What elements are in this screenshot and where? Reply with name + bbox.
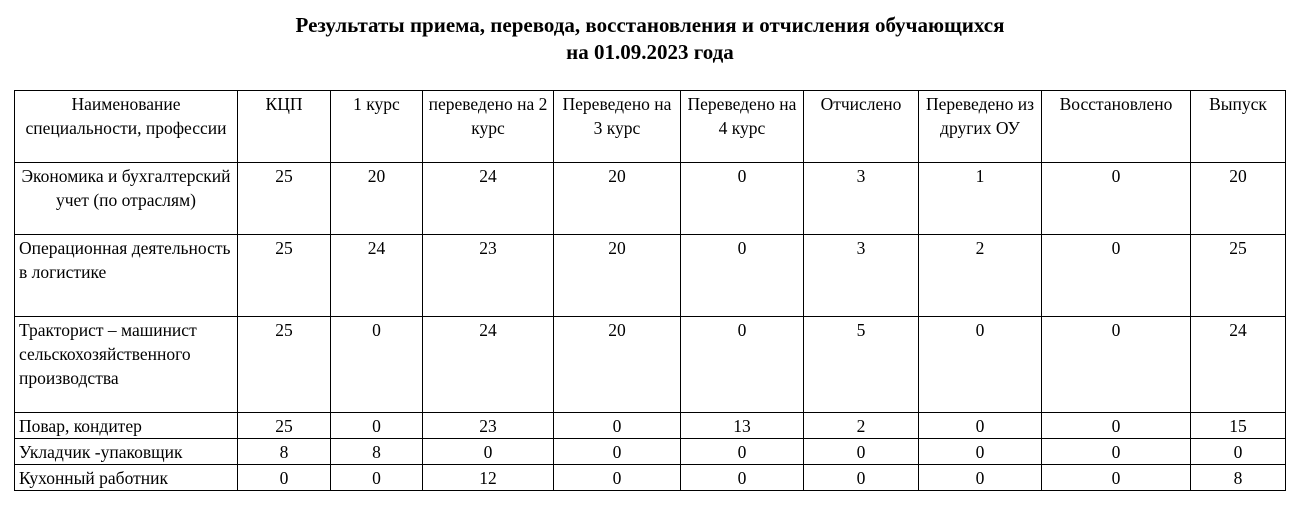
value-cell: 25	[238, 413, 331, 439]
header-cell-restored: Восстановлено	[1042, 91, 1191, 163]
value-cell: 0	[331, 465, 423, 491]
value-cell: 20	[554, 235, 681, 317]
value-cell: 0	[554, 439, 681, 465]
value-cell: 0	[1042, 317, 1191, 413]
value-cell: 24	[1191, 317, 1286, 413]
header-cell-course-2: переведено на 2 курс	[423, 91, 554, 163]
value-cell: 0	[681, 317, 804, 413]
value-cell: 0	[681, 465, 804, 491]
value-cell: 25	[238, 317, 331, 413]
table-row	[15, 439, 1286, 465]
value-cell: 0	[919, 317, 1042, 413]
value-cell: 0	[804, 465, 919, 491]
value-cell: 15	[1191, 413, 1286, 439]
value-cell: 12	[423, 465, 554, 491]
table-row	[15, 413, 1286, 439]
value-cell: 0	[331, 317, 423, 413]
value-cell: 0	[804, 439, 919, 465]
header-cell-graduation: Выпуск	[1191, 91, 1286, 163]
header-cell-transferred-in: Переведено из других ОУ	[919, 91, 1042, 163]
value-cell: 5	[804, 317, 919, 413]
value-cell: 0	[238, 465, 331, 491]
value-cell: 0	[1042, 439, 1191, 465]
table-row	[15, 163, 1286, 235]
title-line-1: Результаты приема, перевода, восстановления и отчисления обучающихся	[295, 13, 1005, 37]
table-row	[15, 235, 1286, 317]
value-cell: 25	[238, 163, 331, 235]
value-cell: 0	[1042, 465, 1191, 491]
header-cell-course-4: Переведено на 4 курс	[681, 91, 804, 163]
value-cell: 0	[423, 439, 554, 465]
value-cell: 0	[919, 413, 1042, 439]
page-title	[0, 12, 1300, 66]
value-cell: 20	[554, 317, 681, 413]
value-cell: 2	[804, 413, 919, 439]
table-row	[15, 317, 1286, 413]
value-cell: 25	[238, 235, 331, 317]
value-cell: 0	[681, 163, 804, 235]
value-cell: 3	[804, 235, 919, 317]
results-table	[14, 90, 1286, 491]
value-cell: 0	[681, 235, 804, 317]
value-cell: 20	[554, 163, 681, 235]
value-cell: 0	[554, 413, 681, 439]
value-cell: 0	[554, 465, 681, 491]
table-header-row	[15, 91, 1286, 163]
value-cell: 13	[681, 413, 804, 439]
row-name-cell: Тракторист – машинист сельскохозяйственного производства	[15, 317, 238, 413]
value-cell: 24	[423, 163, 554, 235]
value-cell: 25	[1191, 235, 1286, 317]
value-cell: 3	[804, 163, 919, 235]
value-cell: 1	[919, 163, 1042, 235]
value-cell: 8	[331, 439, 423, 465]
value-cell: 2	[919, 235, 1042, 317]
header-cell-name: Наименование специальности, профессии	[15, 91, 238, 163]
header-cell-course-3: Переведено на 3 курс	[554, 91, 681, 163]
value-cell: 0	[1042, 413, 1191, 439]
title-line-2: на 01.09.2023 года	[566, 40, 734, 64]
value-cell: 20	[1191, 163, 1286, 235]
row-name-cell: Операционная деятельность в логистике	[15, 235, 238, 317]
row-name-cell: Кухонный работник	[15, 465, 238, 491]
value-cell: 20	[331, 163, 423, 235]
value-cell: 0	[1191, 439, 1286, 465]
value-cell: 23	[423, 235, 554, 317]
header-cell-expelled: Отчислено	[804, 91, 919, 163]
table-row	[15, 465, 1286, 491]
value-cell: 8	[1191, 465, 1286, 491]
value-cell: 0	[1042, 235, 1191, 317]
row-name-cell: Экономика и бухгалтерский учет (по отраслям)	[15, 163, 238, 235]
value-cell: 24	[331, 235, 423, 317]
value-cell: 23	[423, 413, 554, 439]
value-cell: 24	[423, 317, 554, 413]
value-cell: 0	[919, 439, 1042, 465]
header-cell-kcp: КЦП	[238, 91, 331, 163]
value-cell: 0	[1042, 163, 1191, 235]
value-cell: 0	[681, 439, 804, 465]
row-name-cell: Укладчик -упаковщик	[15, 439, 238, 465]
row-name-cell: Повар, кондитер	[15, 413, 238, 439]
value-cell: 0	[919, 465, 1042, 491]
header-cell-course-1: 1 курс	[331, 91, 423, 163]
value-cell: 8	[238, 439, 331, 465]
value-cell: 0	[331, 413, 423, 439]
